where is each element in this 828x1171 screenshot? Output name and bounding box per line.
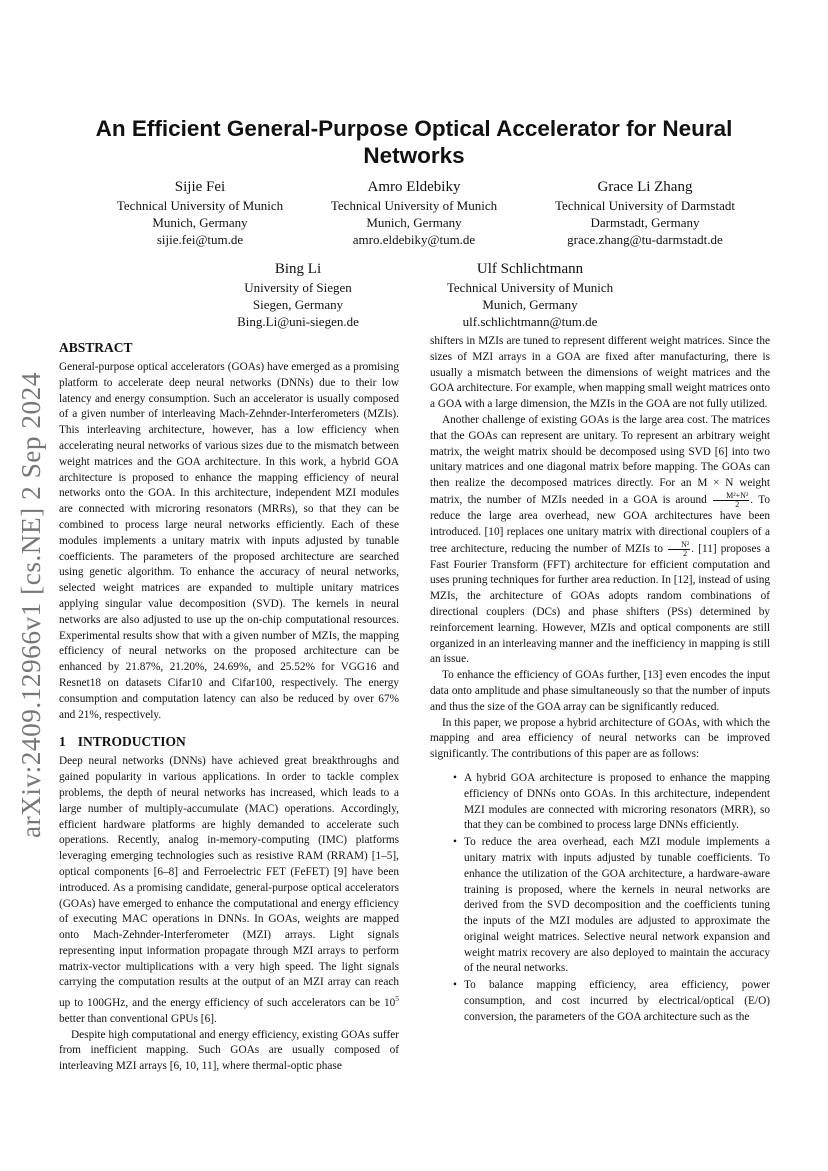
author-affiliation: Technical University of Munich <box>116 198 284 213</box>
intro-paragraph-4: To enhance the efficiency of GOAs further, [13] even encodes the input data onto amplitude and phase simultaneously so that the number of inputs and thus the size of the GOA array can be significantly reduced. <box>430 669 770 713</box>
author-name: Sijie Fei <box>174 179 226 195</box>
fraction <box>713 492 749 509</box>
author-location: Munich, Germany <box>152 215 248 230</box>
author-block-5 <box>420 259 640 330</box>
author-name: Ulf Schlichtmann <box>476 261 584 277</box>
author-block-2 <box>304 177 524 248</box>
contribution-list <box>430 771 770 1026</box>
author-affiliation: Technical University of Munich <box>446 280 614 295</box>
intro-paragraph-3: Another challenge of existing GOAs is the large area cost. The matrices that the GOAs can represent are unitary. To represent an arbitrary weight matrix, the weight matrix should be decomposed using SVD [6] into two unitary matrices and one diagonal matrix before mapping. The GOAs can then realize the decomposed matrices directly. For an M × N weight matrix, the number of MZIs needed in a GOA is around $\frac{\text{M²+N²}}{2}$ . To reduce the large area overhead, new GOA architectures have been introduced. [10] replaces one unitary matrix with directional couplers of a tree architecture, reducing the number of MZIs to $\frac{\text{N²}}{2}$ . [11] proposes a Fast Fourier Transform (FFT) architecture for efficient computation and uses pruning techniques for further area reduction. In [12], instead of using MZIs, the architecture of GOAs adopts random combinations of directional couplers (DCs) and phase shifters (PSs) determined by reinforcement learning. However, MZIs and optical components are still organized in an interleaving manner and the inefficiency in mapping is still an issue. <box>430 413 770 666</box>
author-affiliation: University of Siegen <box>244 280 352 295</box>
author-location: Darmstadt, Germany <box>590 215 700 230</box>
author-email: ulf.schlichtmann@tum.de <box>462 314 598 329</box>
author-email: Bing.Li@uni-siegen.de <box>237 314 359 329</box>
author-name: Grace Li Zhang <box>597 179 693 195</box>
author-location: Munich, Germany <box>482 297 578 312</box>
author-name: Bing Li <box>274 261 322 277</box>
list-item: • A hybrid GOA architecture is proposed to enhance the mapping efficiency of DNNs onto GOAs. In this architecture, independent MZI modules are connected with microring resonators (MRR), so that they can be combined to process large DNNs efficiently. <box>464 771 770 834</box>
fraction-denominator: 2 <box>683 548 688 558</box>
fraction-numerator: N² <box>668 541 690 550</box>
author-block-3 <box>530 177 760 248</box>
author-affiliation: Technical University of Munich <box>330 198 498 213</box>
abstract-heading: ABSTRACT <box>59 340 133 355</box>
author-block-1 <box>90 177 310 248</box>
superscript: 5 <box>395 994 399 1004</box>
author-email: amro.eldebiky@tum.de <box>352 232 476 247</box>
intro-paragraph-1: Deep neural networks (DNNs) have achieved great breakthroughs and gained popularity in various applications. In order to tackle complex problems, the depth of neural networks has increased, which leads to a large number of multiply-accumulate (MAC) operations. Accordingly, efficient hardware platforms are highly demanded to accelerate such operations. Recently, analog in-memory-computing (IMC) platforms leveraging emerging technologies such as resistive RAM (RRAM) [1–5], optical components [6–8] and Ferroelectric FET (FeFET) [9] have been introduced. As a promising candidate, general-purpose optical accelerators (GOAs) have emerged to enhance the computational and energy efficiency of executing MAC operations in DNNs. In GOAs, weights are mapped onto Mach-Zehnder-Interferometer (MZI) arrays. Light signals representing input information propagate through MZI arrays to perform matrix-vector multiplications with a very high speed. The light signals carrying the computation results at the output of an MZI array can reach up to 100GHz, and the energy efficiency of such accelerators can be $10^5$ better than conventional GPUs [6]. <box>59 755 399 1025</box>
author-location: Siegen, Germany <box>252 297 344 312</box>
paper-title: An Efficient General-Purpose Optical Accelerator for Neural Networks <box>95 116 733 168</box>
list-item: • To balance mapping efficiency, area efficiency, power consumption, and cost incurred by electrical/optical (E/O) conversion, the parameters of the GOA architecture such as the <box>464 978 770 1025</box>
section-title: INTRODUCTION <box>77 734 186 750</box>
fraction-numerator: M²+N² <box>713 492 749 501</box>
fraction-denominator: 2 <box>735 499 740 509</box>
section-number: 1 <box>59 734 66 750</box>
left-column <box>59 339 399 1075</box>
fraction <box>668 541 690 558</box>
author-name: Amro Eldebiky <box>367 179 461 195</box>
arxiv-identifier-text: arXiv:2409.12966v1 [cs.NE] 2 Sep 2024 <box>16 377 46 838</box>
author-location: Munich, Germany <box>366 215 462 230</box>
abstract-text: General-purpose optical accelerators (GOAs) have emerged as a promising platform to accelerate deep neural networks (DNNs) due to their low latency and energy consumption. Such an accelerator is usually composed of a given number of interleaving Mach-Zehnder-Interferometers (MZIs). This interleaving architecture, however, has a low efficiency when accelerating neural networks of various sizes due to the mismatch between weight matrices and the GOA architecture. In this work, a hybrid GOA architecture is proposed to enhance the mapping efficiency of neural networks onto the GOA. In this architecture, independent MZI modules are connected with microring resonators (MRRs), so that they can be combined to process large neural networks efficiently. Each of these modules implements a unitary matrix with inputs adjusted by tunable coefficients. The parameters of the proposed architecture are searched using genetic algorithm. To enhance the accuracy of neural networks, selected weight matrices are expanded to multiple unitary matrices applying singular value decomposition (SVD). The kernels in neural networks are also adjusted to use up the on-chip computational resources. Experimental results show that with a given number of MZIs, the mapping efficiency of neural networks on the proposed architecture can be enhanced by 21.87%, 21.20%, 24.69%, and 25.52% for VGG16 and Resnet18 on datasets Cifar10 and Cifar100, respectively. The energy consumption and computation latency can also be reduced by over 67% and 21%, respectively. <box>59 361 399 721</box>
list-item: • To reduce the area overhead, each MZI module implements a unitary matrix with inputs adjusted by tunable coefficients. To enhance the utilization of the GOA architecture, a hardware-aware training is proposed, where the kernels in neural networks are derived from the SVD decomposition and the coefficients tuning the inputs of the MZI modules are adjusted to approximate the original weight matrices. Selective neural network expansion and weight matrix recovery are also deployed to maintain the accuracy of the neural networks. <box>464 835 770 977</box>
author-email: grace.zhang@tu-darmstadt.de <box>567 232 723 247</box>
arxiv-identifier <box>8 370 52 840</box>
introduction-heading <box>59 733 399 750</box>
author-affiliation: Technical University of Darmstadt <box>555 198 735 213</box>
author-email: sijie.fei@tum.de <box>156 232 244 247</box>
intro-paragraph-5: In this paper, we propose a hybrid architecture of GOAs, with which the mapping and area efficiency of neural networks can be improved significantly. The contributions of this paper are as follows: <box>430 716 770 761</box>
intro-paragraph-2-continued: shifters in MZIs are tuned to represent different weight matrices. Since the sizes of MZI arrays in a GOA are fixed after manufacturing, there is usually a mismatch between the dimensions of weight matrices and the GOA architecture. For example, when mapping small weight matrices onto a GOA with a large dimension, the MZIs in the GOA are not fully utilized. <box>430 335 770 411</box>
author-block-4 <box>198 259 398 330</box>
right-column <box>430 334 770 1027</box>
intro-paragraph-2: Despite high computational and energy efficiency, existing GOAs suffer from inefficient mapping. Such GOAs are usually composed of interleaving MZI arrays [6, 10, 11], where thermal-optic phase <box>59 1028 399 1073</box>
